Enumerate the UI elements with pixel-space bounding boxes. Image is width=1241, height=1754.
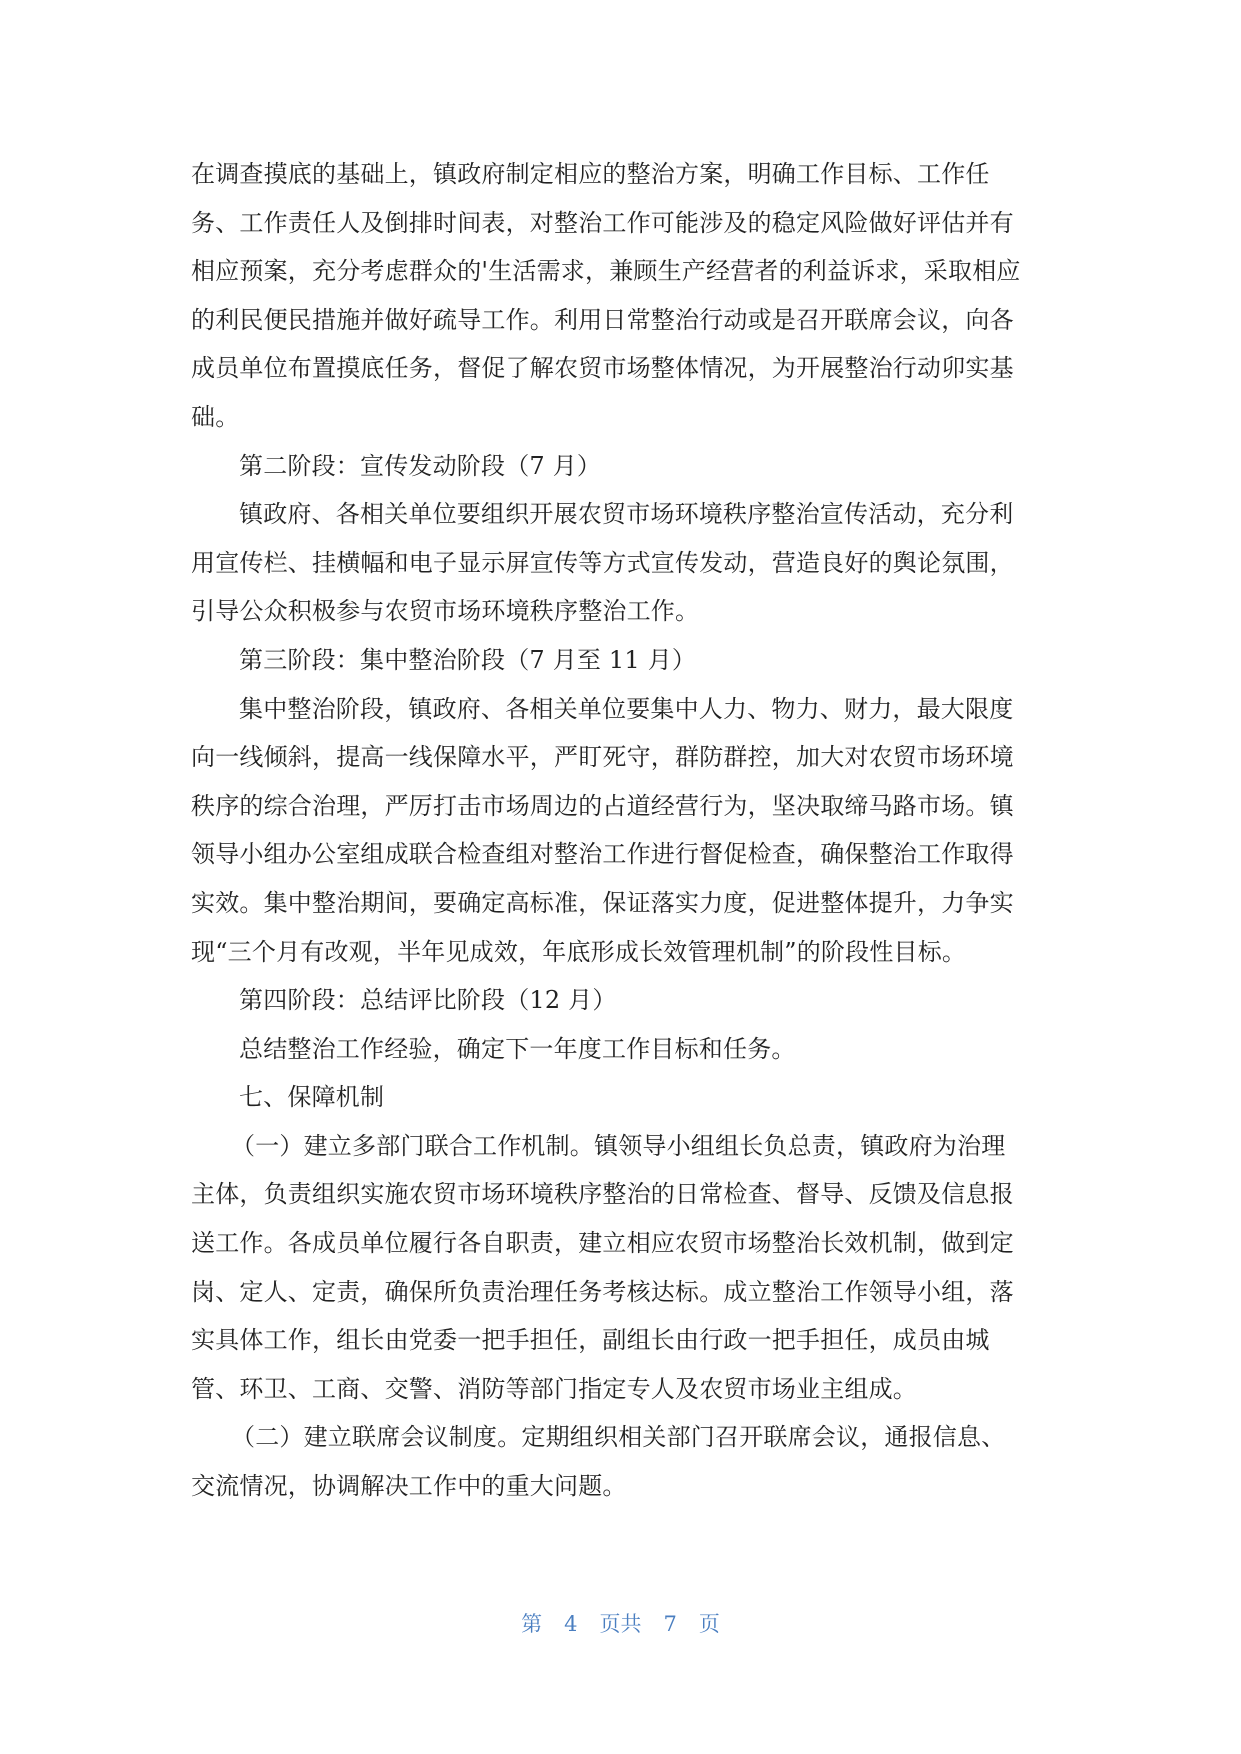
body-line: 务、工作责任人及倒排时间表，对整治工作可能涉及的稳定风险做好评估并有	[191, 208, 1014, 237]
body-line: 在调查摸底的基础上，镇政府制定相应的整治方案，明确工作目标、工作任	[191, 160, 990, 188]
body-line: 成员单位布置摸底任务，督促了解农贸市场整体情况，为开展整治行动卯实基	[191, 354, 1014, 383]
footer-prefix: 第	[521, 1612, 543, 1636]
body-line: 向一线倾斜，提高一线保障水平，严盯死守，群防群控，加大对农贸市场环境	[191, 743, 1014, 772]
section-heading: 第二阶段：宣传发动阶段（7 月）	[239, 451, 602, 480]
body-line: 秩序的综合治理，严厉打击市场周边的占道经营行为，坚决取缔马路市场。镇	[191, 791, 1014, 820]
body-line: 总结整治工作经验，确定下一年度工作目标和任务。	[239, 1034, 796, 1063]
current-page-number: 4	[564, 1612, 578, 1636]
body-line: 的利民便民措施并做好疏导工作。利用日常整治行动或是召开联席会议，向各	[191, 305, 1014, 334]
body-line: 主体，负责组织实施农贸市场环境秩序整治的日常检查、督导、反馈及信息报	[191, 1180, 1014, 1209]
body-line: 用宣传栏、挂横幅和电子显示屏宣传等方式宣传发动，营造良好的舆论氛围，	[191, 548, 1014, 577]
footer-mid: 页共	[599, 1612, 642, 1636]
footer-suffix: 页	[698, 1612, 720, 1636]
body-line: 相应预案，充分考虑群众的'生活需求，兼顾生产经营者的利益诉求，采取相应	[191, 257, 1021, 286]
body-line: 集中整治阶段，镇政府、各相关单位要集中人力、物力、财力，最大限度	[239, 694, 1014, 723]
body-line: 领导小组办公室组成联合检查组对整治工作进行督促检查，确保整治工作取得	[191, 840, 1014, 869]
page-footer	[0, 1610, 1241, 1638]
body-line: 岗、定人、定责，确保所负责治理任务考核达标。成立整治工作领导小组，落	[191, 1277, 1014, 1306]
body-line: 镇政府、各相关单位要组织开展农贸市场环境秩序整治宣传活动，充分利	[239, 500, 1014, 529]
document-body	[191, 150, 1051, 1511]
body-line: 现“三个月有改观，半年见成效，年底形成长效管理机制”的阶段性目标。	[191, 937, 967, 966]
section-heading: 七、保障机制	[239, 1083, 385, 1112]
body-line: 管、环卫、工商、交警、消防等部门指定专人及农贸市场业主组成。	[191, 1374, 917, 1403]
body-line: 实效。集中整治期间，要确定高标准，保证落实力度，促进整体提升，力争实	[191, 888, 1014, 917]
body-line: 引导公众积极参与农贸市场环境秩序整治工作。	[191, 597, 700, 626]
section-heading: 第四阶段：总结评比阶段（12 月）	[239, 986, 617, 1015]
body-line: （二）建立联席会议制度。定期组织相关部门召开联席会议，通报信息、	[231, 1423, 1006, 1452]
section-heading: 第三阶段：集中整治阶段（7 月至 11 月）	[239, 645, 697, 674]
body-line: 交流情况，协调解决工作中的重大问题。	[191, 1472, 627, 1501]
body-line: 实具体工作，组长由党委一把手担任，副组长由行政一把手担任，成员由城	[191, 1326, 990, 1355]
body-line: （一）建立多部门联合工作机制。镇领导小组组长负总责，镇政府为治理	[231, 1131, 1006, 1160]
total-pages-number: 7	[663, 1612, 677, 1636]
body-line: 础。	[191, 402, 240, 431]
body-line: 送工作。各成员单位履行各自职责，建立相应农贸市场整治长效机制，做到定	[191, 1229, 1014, 1258]
